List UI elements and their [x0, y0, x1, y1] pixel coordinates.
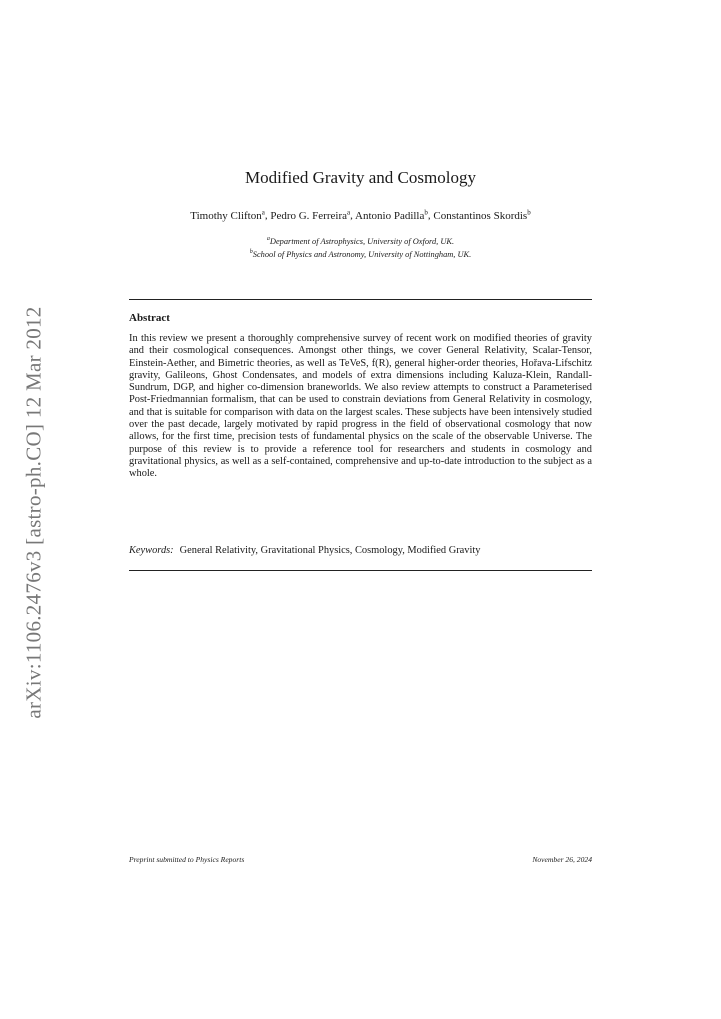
page-footer	[129, 855, 592, 864]
abstract-heading: Abstract	[129, 312, 170, 324]
author-list: Timothy Clifton$^a$, Pedro G. Ferreira$^a$, Antonio Padilla$^b$, Constantinos Skordis$^b$	[190, 208, 531, 222]
keywords-text: General Relativity, Gravitational Physics, Cosmology, Modified Gravity	[179, 545, 481, 556]
affiliation: $^b$School of Physics and Astronomy, University of Nottingham, UK.	[249, 248, 472, 259]
divider-top	[129, 299, 592, 300]
arxiv-id: arXiv:1106.2476v3 [astro-ph.CO] 12 Mar 2012	[21, 305, 46, 719]
keywords-label: Keywords:	[129, 545, 174, 556]
paper-title: Modified Gravity and Cosmology	[245, 168, 476, 187]
keywords	[129, 545, 592, 556]
divider-bottom	[129, 570, 592, 571]
footer-date: November 26, 2024	[532, 855, 592, 864]
author: Antonio Padilla$^b$	[355, 208, 428, 222]
author: Constantinos Skordis$^b$	[433, 208, 531, 222]
affiliations	[0, 234, 721, 260]
arxiv-stamp	[14, 262, 54, 762]
author: Pedro G. Ferreira$^a$	[270, 208, 351, 222]
author: Timothy Clifton$^a$	[190, 208, 265, 222]
affiliation: $^a$Department of Astrophysics, University of Oxford, UK.	[266, 236, 455, 246]
abstract-text: In this review we present a thoroughly comprehensive survey of recent work on modified theories of gravity and their cosmological consequences. Amongst other things, we cover General Relativity, Scalar-Tensor, Einstein-Aether, and Bimetric theories, as well as TeVeS, f(R), general higher-order theories, Hořava-Lifschitz gravity, Galileons, Ghost Condensates, and models of extra dimensions including Kaluza-Klein, Randall-Sundrum, DGP, and higher co-dimension braneworlds. We also review attempts to construct a Parameterised Post-Friedmannian formalism, that can be used to constrain deviations from General Relativity in cosmology, and that is suitable for comparison with data on the largest scales. These subjects have been intensively studied over the past decade, largely motivated by rapid progress in the field of observational cosmology that now allows, for the first time, precision tests of fundamental physics on the scale of the observable Universe. The purpose of this review is to provide a reference tool for researchers and students in cosmology and gravitational physics, as well as a self-contained, comprehensive and up-to-date introduction to the subject as a whole.	[129, 333, 592, 480]
footer-journal: Preprint submitted to Physics Reports	[129, 855, 245, 864]
